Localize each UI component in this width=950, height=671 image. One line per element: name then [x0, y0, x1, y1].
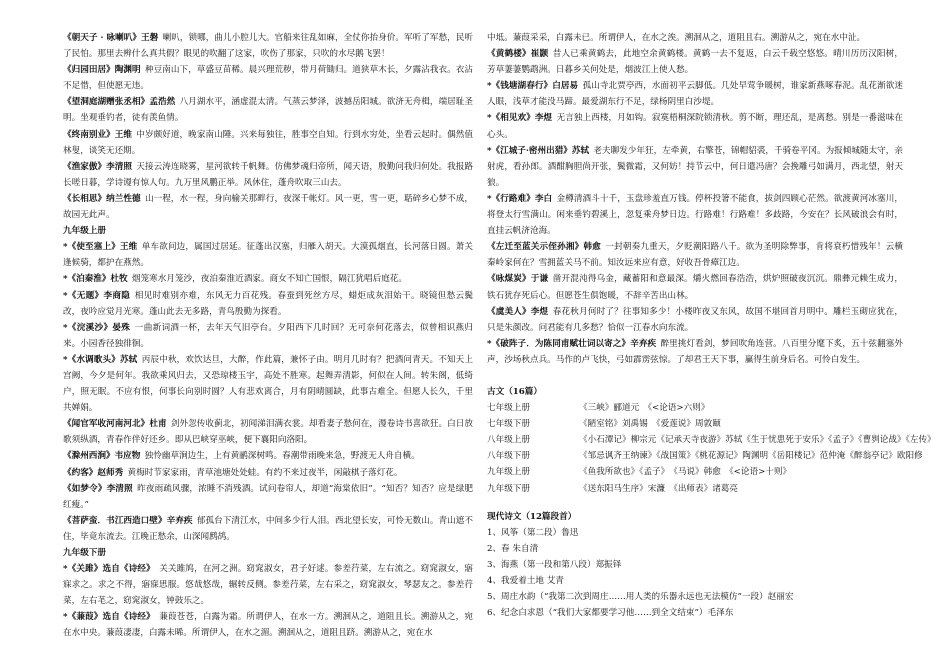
- classical-items: 《邹忌讽齐王纳谏》《战国策》《桃花源记》陶渊明《岳阳楼记》范仲淹《醉翁亭记》欧阳修: [579, 451, 923, 462]
- poem-text: 喇叭，锁哪，曲儿小腔儿大。官船来往乱如麻，全仗你抬身价。军听了军愁，民听了民怕。那里去辨什么真共假？眼见的吹翻了这家，吹伤了那家，只吹的水尽鹅飞罢！: [63, 33, 473, 60]
- poem-author: 李煜: [530, 306, 549, 317]
- poem-title: 《长相思》: [63, 193, 107, 204]
- poem-title: *《使至塞上》: [63, 242, 120, 253]
- poem-title: *《浣溪沙》: [63, 322, 113, 333]
- poem-list-right: [487, 46, 903, 368]
- classical-heading: 古文（16篇）: [487, 386, 542, 397]
- classical-row: [487, 432, 936, 448]
- poem-author: 孟浩然: [149, 97, 176, 108]
- poem-text: 单车欲问边，属国过居延。征蓬出汉塞，归雁入胡天。大漠孤烟直，长河落日圆。萧关逢候骑，都护在燕然。: [63, 242, 473, 269]
- grade-label: 九年级下册: [487, 483, 530, 494]
- poem-entry: [487, 143, 903, 191]
- poem-entry: [63, 191, 473, 223]
- poem-text: 丙辰中秋，欢饮达旦，大醉，作此篇，兼怀子由。明月几时有？把酒问青天。不知天上宫阙，今夕是何年。我欲乘风归去，又恐琼楼玉宇，高处不胜寒。起舞弄清影，何似在人间。转朱阁，低绮户，照无眠。不应有恨，何事长向别时圆？人有悲欢离合，月有阴晴圆缺，此事古难全。但愿人长久，千里共婵娟。: [63, 354, 473, 414]
- poem-text: 八月湖水平，涵虚混太清。气蒸云梦泽，波撼岳阳城。欲济无舟楫，端居耻圣明。坐观垂钓者，徒有羡鱼情。: [63, 97, 473, 124]
- poem-entry: [63, 94, 473, 126]
- classical-items: 《送东阳马生序》宋濂 《出师表》诸葛亮: [579, 483, 738, 494]
- poem-list-grade9-second: [63, 561, 473, 641]
- modern-item: 3、海燕（第一段和第八段）郑振铎: [487, 559, 622, 570]
- poem-text: 山一程，水一程，身向榆关那畔行，夜深千帐灯。风一更，雪一更，聒碎乡心梦不成，故园无此声。: [63, 193, 473, 221]
- section-heading-grade9-second: 九年级下册: [63, 548, 106, 558]
- poem-title: 《终南别业》: [63, 129, 115, 140]
- poem-title: 《望洞庭湖赠张丞相》: [63, 97, 150, 108]
- poem-text: 黄梅时节家家雨，青草池塘处处蛙。有约不来过夜半，闲敲棋子落灯花。: [127, 467, 403, 478]
- poem-entry: [63, 288, 473, 320]
- poem-title: 《朝天子 · 咏喇叭》: [63, 33, 142, 43]
- poem-text: 无言独上西楼，月如钩。寂寞梧桐深院锁清秋。剪不断，理还乱，是离愁。别是一番滋味在心头。: [487, 113, 903, 140]
- poem-list-top: [63, 30, 473, 223]
- poem-text: 蒹葭苍苍，白露为霜。所谓伊人，在水一方。溯洄从之，道阻且长。溯游从之，宛在水中央。蒹葭凄凄，白露未晞。所谓伊人，在水之湄。溯洄从之，道阻且跻。溯游从之，宛在水: [63, 612, 473, 639]
- poem-title: *《行路难》: [487, 193, 535, 204]
- classical-row: [487, 481, 903, 497]
- poem-author: 陶渊明: [114, 65, 141, 76]
- poem-author: 苏轼: [119, 354, 138, 365]
- poem-title: *《关雎》选自《诗经》: [63, 564, 155, 575]
- poem-author: 白居易: [552, 81, 579, 92]
- poem-text: 剑外忽传收蓟北，初闻涕泪满衣裳。却看妻子愁何在，漫卷诗书喜欲狂。白日放歌须纵酒，青春作伴好还乡。即从巴峡穿巫峡，便下襄阳向洛阳。: [63, 419, 473, 446]
- poem-title: *《钱塘湖春行》: [487, 81, 553, 92]
- poem-entry: [487, 271, 903, 303]
- poem-title: 《归园田居》: [63, 65, 115, 76]
- poem-entry: [63, 352, 473, 416]
- poem-title: 《咏煤炭》: [487, 274, 531, 285]
- poem-entry: [63, 465, 473, 481]
- grade-label: 七年级下册: [487, 419, 530, 430]
- poem-entry: [63, 609, 473, 641]
- poem-entry: [63, 561, 473, 609]
- modern-item: 5、周庄水韵（“我第二次到周庄……用人类的乐器永远也无法模仿”一段）赵丽宏: [487, 592, 794, 603]
- poem-text: 一曲新词酒一杯，去年天气旧亭台。夕阳西下几时回？无可奈何花落去，似曾相识燕归来。小园香径独徘徊。: [63, 322, 473, 349]
- poem-title: *《破阵子．为陈同甫赋壮词以寄之》: [487, 338, 631, 349]
- modern-item: 2、春 朱自清: [487, 543, 539, 554]
- poem-entry: [63, 127, 473, 159]
- poem-entry: [487, 336, 903, 368]
- grade-label: 七年级上册: [487, 403, 530, 414]
- poem-list-grade9-first: [63, 239, 473, 545]
- poem-author: 于谦: [530, 274, 549, 285]
- poem-author: 崔颢: [530, 49, 549, 60]
- poem-entry: [63, 271, 473, 287]
- poem-text: 醉里挑灯看剑，梦回吹角连营。八百里分麾下炙，五十弦翻塞外声，沙场秋点兵。马作的卢飞快，弓如霹雳弦惊。了却君王天下事，赢得生前身后名。可怜白发生。: [487, 338, 903, 365]
- classical-row: [487, 448, 923, 464]
- poem-entry: [63, 448, 473, 464]
- spacer: [487, 368, 903, 384]
- classical-row: [487, 464, 903, 480]
- poem-text: 昔人已乘黄鹤去，此地空余黄鹤楼。黄鹤一去不复返，白云千载空悠悠。晴川历历汉阳树，芳草萋萋鹦鹉洲。日暮乡关何处是，烟波江上使人愁。: [487, 49, 903, 76]
- poem-title: *《蒹葭》选自《诗经》: [63, 612, 155, 623]
- poem-title: *《水调歌头》: [63, 354, 120, 365]
- poem-author: 王维: [114, 129, 133, 140]
- poem-entry: [63, 320, 473, 352]
- poem-title: *《无题》: [63, 290, 104, 301]
- poem-entry: [63, 30, 473, 62]
- poem-entry: [63, 416, 473, 448]
- modern-item: 1、风筝（第二段）鲁迅: [487, 527, 579, 538]
- poem-title: 《虞美人》: [487, 306, 531, 317]
- spacer: [487, 497, 903, 509]
- poem-entry: [487, 46, 903, 78]
- poem-entry: [63, 159, 473, 191]
- poem-title: 《如梦令》: [63, 483, 107, 494]
- poem-text: 孤山寺北贾亭西，水面初平云脚低。几处早莺争暖树，谁家新燕啄春泥。乱花渐欲迷人眼，浅草才能没马蹄。最爱湖东行不足，绿杨阴里白沙堤。: [487, 81, 903, 108]
- classical-list: [487, 400, 936, 497]
- poem-entry: [487, 110, 903, 142]
- grade-label: 八年级下册: [487, 451, 530, 462]
- poem-author: 纳兰性德: [106, 193, 141, 204]
- poem-title: 《闻官军收河南河北》: [63, 419, 150, 430]
- poem-entry: [63, 481, 473, 513]
- modern-list: [487, 525, 903, 622]
- grade-label: 八年级上册: [487, 435, 530, 446]
- poem-text: 昨夜雨疏风骤，浓睡不消残酒。试问卷帘人，却道“海棠依旧”。“知否？知否？应是绿肥红瘦。”: [63, 483, 473, 510]
- classical-row: [487, 416, 903, 432]
- poem-author: 李煜: [534, 113, 553, 124]
- poem-entry: [487, 239, 903, 271]
- poem-author: 王磐: [141, 33, 159, 43]
- poem-author: 韩愈: [583, 242, 601, 253]
- poem-entry: [487, 304, 903, 336]
- poem-title: *《江城子·密州出猎》: [487, 145, 572, 156]
- poem-author: 王维: [119, 242, 138, 253]
- poem-text: 金樽清酒斗十千，玉盘珍羞直万钱。停杯投箸不能食，拔剑四顾心茫然。欲渡黄河冰塞川，将登太行雪满山。闲来垂钓碧溪上，忽复乘舟梦日边。行路难！行路难！多歧路，今安在？长风破浪会有时，直挂云帆济沧海。: [487, 193, 903, 237]
- poem-text: 相见时难别亦难，东风无力百花残。春蚕到死丝方尽，蜡炬成灰泪始干。晓镜但愁云鬓改，夜吟应觉月光寒。蓬山此去无多路，青鸟殷勤为探看。: [63, 290, 473, 317]
- classical-items: 《鱼我所欲也》《孟子》 《马说》韩愈 《<论语>十则》: [579, 467, 792, 478]
- poem-text: 一封朝奏九重天，夕贬潮阳路八千。欲为圣明除弊事，肯将衰朽惜残年！云横秦岭家何在？雪拥蓝关马不前。知汝远来应有意，好收吾骨瘴江边。: [487, 242, 903, 269]
- poem-title: 《滁州西涧》: [63, 451, 115, 462]
- poem-text: 老夫聊发少年狂，左牵黄，右擎苍，锦帽貂裘，千骑卷平冈。为报倾城随太守，亲射虎，看孙郎。酒酣胸胆尚开张，鬓微霜，又何妨！持节云中，何日遣冯唐？会挽雕弓如满月，西北望，射天狼。: [487, 145, 903, 188]
- section-heading-grade9-first: 九年级上册: [63, 226, 106, 237]
- modern-heading: 现代诗文（12篇段首）: [487, 511, 577, 522]
- poem-text: 独怜幽草涧边生，上有黄鹂深树鸣。春潮带雨晚来急，野渡无人舟自横。: [144, 451, 420, 462]
- modern-item: 6、纪念白求恩（“我们大家都要学习他……到全文结束”）毛泽东: [487, 608, 734, 619]
- poem-author: 李清照: [106, 161, 133, 172]
- poem-entry: [63, 513, 473, 545]
- poem-title: 《约客》: [63, 467, 98, 478]
- poem-title: 《菩萨蛮．书江西造口壁》: [63, 515, 167, 526]
- classical-row: [487, 400, 903, 416]
- poem-entry: [487, 191, 903, 239]
- classical-items: 《陋室铭》刘禹锡 《爱莲说》周敦颐: [579, 419, 721, 430]
- poem-title: *《相见欢》: [487, 113, 535, 124]
- poem-entry: [63, 62, 473, 94]
- grade-label: 九年级上册: [487, 467, 530, 478]
- modern-item: 4、我爱着土地 艾青: [487, 576, 564, 586]
- poem-continuation: 中坻。蒹葭采采，白露未已。所谓伊人，在水之涘。溯洄从之，道阻且右。溯游从之，宛在水中沚。: [487, 33, 866, 43]
- poem-title: *《泊秦淮》: [63, 274, 111, 285]
- right-column: [487, 30, 936, 621]
- poem-text: 天接云涛连晓雾，星河欲转千帆舞。仿佛梦魂归帝所，闻天语，殷勤问我归何处。我报路长嗟日暮，学诗谩有惊人句。九万里风鹏正举。风休住，蓬舟吹取三山去。: [63, 161, 473, 188]
- poem-author: 赵师秀: [97, 467, 124, 478]
- poem-text: 春花秋月何时了？往事知多少！小楼昨夜又东风，故国不堪回首月明中。雕栏玉砌应犹在，只是朱颜改。问君能有几多愁？恰似一江春水向东流。: [487, 306, 903, 333]
- poem-author: 韦应物: [114, 451, 141, 462]
- poem-author: 辛弃疾: [166, 515, 193, 526]
- poem-title: 《渔家傲》: [63, 161, 107, 172]
- poem-title: 《黄鹤楼》: [487, 49, 531, 60]
- poem-title: 《左迁至蓝关示侄孙湘》: [487, 242, 584, 253]
- poem-text: 关关雎鸠，在河之洲。窈窕淑女，君子好逑。参差荇菜，左右流之。窈窕淑女，寤寐求之。求之不得，寤寐思服。悠哉悠哉，辗转反侧。参差荇菜，左右采之，窈窕淑女，琴瑟友之。参差荇菜，左右芼之，窈窕淑女，钟鼓乐之。: [63, 564, 473, 607]
- poem-author: 李清照: [106, 483, 133, 494]
- poem-text: 中岁颇好道，晚家南山陲。兴来每独往，胜事空自知。行到水穷处，坐看云起时。偶然值林叟，谈笑无还期。: [63, 129, 473, 156]
- poem-text: 种豆南山下，草盛豆苗稀。晨兴理荒秽，带月荷锄归。道狭草木长，夕露沾我衣。衣沾不足惜，但使愿无违。: [63, 65, 473, 92]
- poem-author: 李商隐: [103, 290, 131, 301]
- poem-entry: [63, 239, 473, 271]
- poem-author: 杜甫: [149, 419, 167, 430]
- poem-author: 杜牧: [110, 274, 128, 285]
- poem-author: 晏殊: [112, 322, 131, 333]
- poem-text: 郁孤台下清江水，中间多少行人泪。西北望长安，可怜无数山。青山遮不住，毕竟东流去。江晚正愁余，山深闻鹧鸪。: [63, 515, 473, 542]
- poem-text: 烟笼寒水月笼沙，夜泊秦淮近酒家。商女不知亡国恨，隔江犹唱后庭花。: [131, 274, 407, 285]
- poem-author: 李白: [534, 193, 553, 204]
- classical-items: 《三峡》郦道元 《<论语>六则》: [579, 403, 710, 414]
- classical-items: 《小石潭记》柳宗元《记承天寺夜游》苏轼《生于忧患死于安乐》《孟子》《曹刿论战》《左传》: [579, 435, 936, 446]
- poem-author: 苏轼: [571, 145, 590, 156]
- poem-author: 辛弃疾: [630, 338, 657, 349]
- poem-text: 凿开混沌得乌金，藏蓄阳和意最深。爝火燃回春浩浩，烘炉照破夜沉沉。鼎彝元赖生成力，铁石犹存死后心。但愿苍生俱饱暖，不辞辛苦出山林。: [487, 274, 903, 301]
- left-column: [63, 30, 473, 642]
- poem-entry: [487, 78, 903, 110]
